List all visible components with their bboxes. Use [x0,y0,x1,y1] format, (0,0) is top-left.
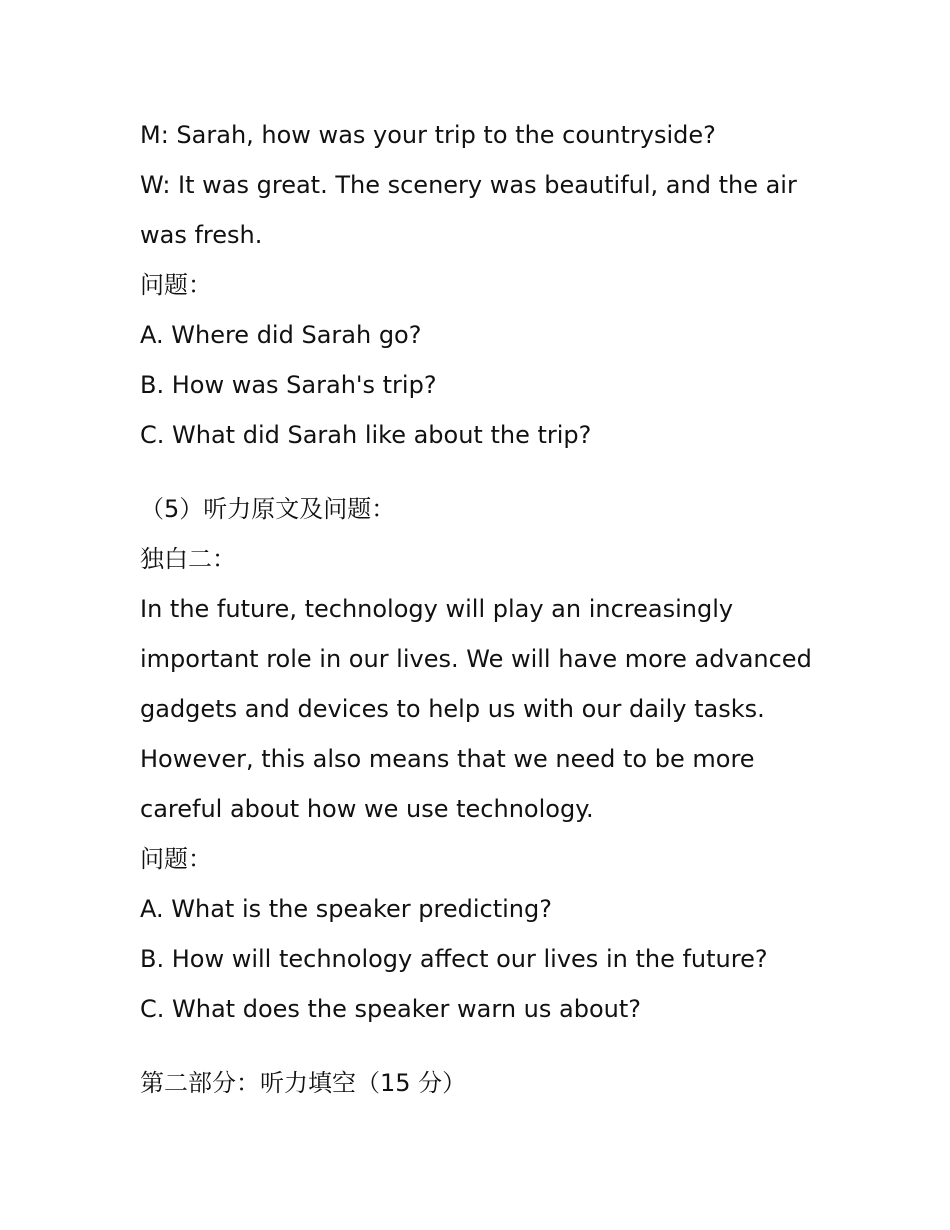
monologue-text-line: important role in our lives. We will have more advanced [140,645,812,673]
monologue-text-line: In the future, technology will play an increasingly [140,595,734,623]
section-5-heading: （5）听力原文及问题： [140,495,396,523]
monologue-text-line: careful about how we use technology. [140,795,594,823]
question-option-b: B. How was Sarah's trip? [140,371,437,399]
monologue-label: 独白二： [140,545,236,573]
question-option-b: B. How will technology affect our lives in the future? [140,945,768,973]
monologue-text-line: gadgets and devices to help us with our daily tasks. [140,695,765,723]
spacer [140,460,820,484]
question-option-a: A. Where did Sarah go? [140,321,422,349]
spacer [140,1034,820,1058]
dialogue-line-man: M: Sarah, how was your trip to the countryside? [140,121,716,149]
section-5-block [140,484,820,1034]
question-option-a: A. What is the speaker predicting? [140,895,552,923]
document-page [140,110,820,1108]
part-2-heading: 第二部分：听力填空（15 分） [140,1069,467,1097]
part-2-block [140,1058,820,1108]
question-label: 问题： [140,271,212,299]
question-option-c: C. What did Sarah like about the trip? [140,421,592,449]
dialogue-line-woman-cont: was fresh. [140,221,263,249]
question-label: 问题： [140,845,212,873]
dialogue-line-woman: W: It was great. The scenery was beautiful, and the air [140,171,797,199]
question-option-c: C. What does the speaker warn us about? [140,995,641,1023]
dialogue-block [140,110,820,460]
monologue-text-line: However, this also means that we need to be more [140,745,755,773]
